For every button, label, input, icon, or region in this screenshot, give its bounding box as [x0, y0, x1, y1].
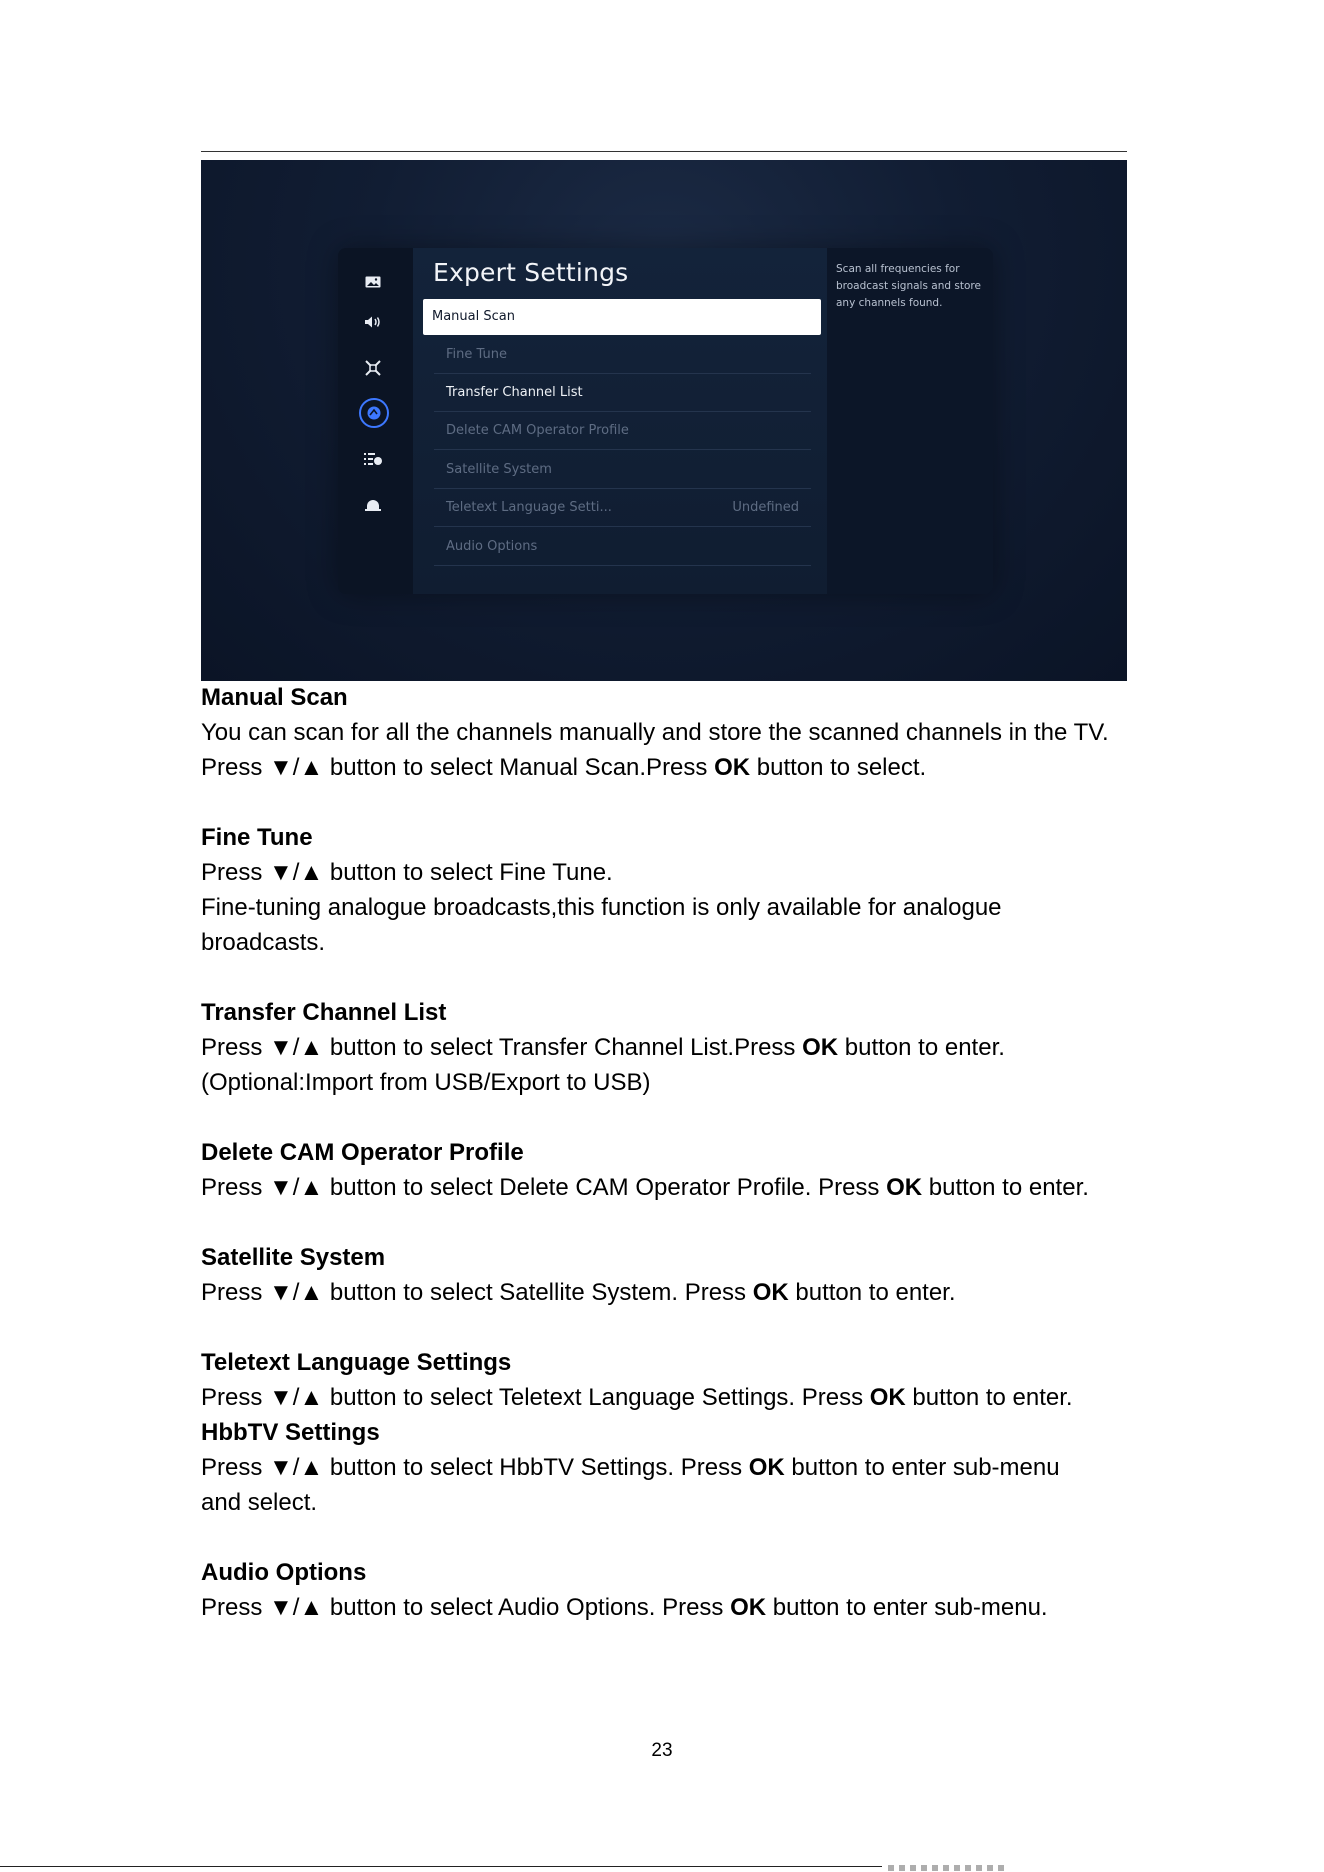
channel-icon [359, 398, 389, 428]
tv-menu-item-label: Fine Tune [446, 347, 507, 362]
tv-menu-item-label: Transfer Channel List [446, 385, 583, 400]
document-body [201, 680, 1141, 1625]
tv-menu-item-satellite-system[interactable] [434, 451, 811, 489]
text-run: You can scan for all the channels manually and store the scanned channels in the TV. [201, 719, 1109, 746]
section-text-line [201, 1030, 1141, 1065]
section-text-line [201, 1485, 1141, 1520]
section-text-line [201, 1450, 1141, 1485]
text-run: and select. [201, 1489, 318, 1516]
tv-menu-item-label: Teletext Language Setti... [446, 500, 612, 515]
page-number: 23 [651, 1740, 673, 1761]
section-text-line [201, 1380, 1141, 1415]
section-heading: Delete CAM Operator Profile [201, 1139, 524, 1166]
text-run: Press ▼/▲ button to select Teletext Language Settings. Press [201, 1384, 870, 1411]
tv-settings-panel [338, 248, 993, 594]
picture-icon [356, 265, 390, 299]
text-run: Fine-tuning analogue broadcasts,this function is only available for analogue [201, 894, 1002, 921]
section-gap [201, 785, 1141, 820]
tv-sidebar [338, 248, 413, 594]
text-run: broadcasts. [201, 929, 326, 956]
section-text-line [201, 715, 1141, 750]
tv-menu-item-label: Audio Options [446, 539, 538, 554]
apps-info-icon [356, 442, 390, 476]
section-gap [201, 1310, 1141, 1345]
header-rule [201, 151, 1127, 152]
text-run: button to enter sub-menu. [766, 1594, 1048, 1621]
tv-menu-item-label: Manual Scan [432, 309, 515, 324]
section-heading: Manual Scan [201, 684, 348, 711]
tv-help-pane [827, 248, 993, 594]
section-text-line [201, 750, 1141, 785]
screen-icon [356, 351, 390, 385]
footer-rule [0, 1866, 882, 1867]
tv-menu-list [413, 248, 827, 594]
ok-key-label: OK [714, 754, 751, 781]
text-run: Press ▼/▲ button to select Transfer Channel List.Press [201, 1034, 803, 1061]
text-run: (Optional:Import from USB/Export to USB) [201, 1069, 651, 1096]
text-run: button to enter. [838, 1034, 1005, 1061]
tv-menu-item-manual-scan[interactable] [423, 299, 821, 335]
ok-key-label: OK [886, 1174, 923, 1201]
footer-marks [888, 1865, 1008, 1871]
ok-key-label: OK [869, 1384, 906, 1411]
tv-menu-screenshot [201, 160, 1127, 681]
tv-menu-item-delete-cam-operator-profile[interactable] [434, 412, 811, 450]
tv-menu-item-audio-options[interactable] [434, 528, 811, 566]
tv-help-text: Scan all frequencies for broadcast signals and store any channels found. [836, 263, 981, 309]
support-icon [356, 488, 390, 522]
tv-menu-item-fine-tune[interactable] [434, 336, 811, 374]
sound-icon [356, 305, 390, 339]
text-run: button to enter sub-menu [784, 1454, 1060, 1481]
section-heading: HbbTV Settings [201, 1419, 380, 1446]
text-run: Press ▼/▲ button to select HbbTV Settings. Press [201, 1454, 749, 1481]
section-text-line [201, 925, 1141, 960]
tv-menu-item-transfer-channel-list[interactable] [434, 374, 811, 412]
text-run: Press ▼/▲ button to select Fine Tune. [201, 859, 613, 886]
tv-menu-item-value: Undefined [732, 500, 799, 515]
ok-key-label: OK [748, 1454, 785, 1481]
section-text-line [201, 1590, 1141, 1625]
section-gap [201, 960, 1141, 995]
text-run: button to enter. [905, 1384, 1073, 1411]
section-gap [201, 1100, 1141, 1135]
text-run: Press ▼/▲ button to select Delete CAM Operator Profile. Press [201, 1174, 887, 1201]
ok-key-label: OK [730, 1594, 767, 1621]
tv-menu-title: Expert Settings [433, 258, 629, 287]
section-heading: Teletext Language Settings [201, 1349, 512, 1376]
tv-menu-item-label: Satellite System [446, 462, 552, 477]
text-run: Press ▼/▲ button to select Manual Scan.Press [201, 754, 715, 781]
section-heading: Audio Options [201, 1559, 367, 1586]
section-text-line [201, 890, 1141, 925]
text-run: button to select. [750, 754, 927, 781]
text-run: button to enter. [788, 1279, 956, 1306]
section-text-line [201, 1065, 1141, 1100]
section-heading: Fine Tune [201, 824, 313, 851]
tv-menu-item-teletext-language[interactable] [434, 489, 811, 527]
section-text-line [201, 1275, 1141, 1310]
tv-menu-item-label: Delete CAM Operator Profile [446, 423, 629, 438]
section-heading: Transfer Channel List [201, 999, 447, 1026]
text-run: button to enter. [922, 1174, 1089, 1201]
section-heading: Satellite System [201, 1244, 386, 1271]
ok-key-label: OK [802, 1034, 839, 1061]
text-run: Press ▼/▲ button to select Satellite System. Press [201, 1279, 753, 1306]
section-gap [201, 1520, 1141, 1555]
section-gap [201, 1205, 1141, 1240]
ok-key-label: OK [752, 1279, 789, 1306]
text-run: Press ▼/▲ button to select Audio Options. Press [201, 1594, 731, 1621]
section-text-line [201, 1170, 1141, 1205]
section-text-line [201, 855, 1141, 890]
